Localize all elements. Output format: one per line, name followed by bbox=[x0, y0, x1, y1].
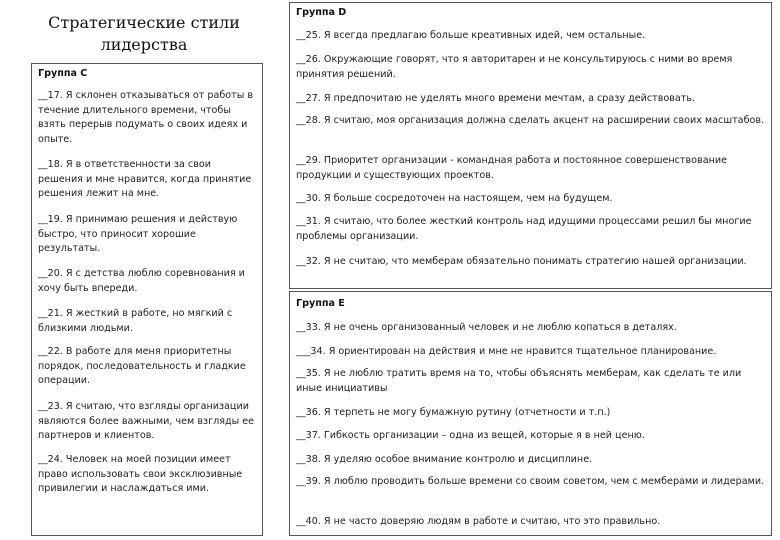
statement-22: __22. В работе для меня приоритетны порядок, последовательность и гладкие операции. bbox=[38, 346, 246, 386]
statement-33: __33. Я не очень организованный человек и не люблю копаться в деталях. bbox=[296, 322, 677, 333]
statement-18: __18. Я в ответственности за свои решения и мне нравится, когда принятие решения лежит на мне. bbox=[38, 159, 252, 199]
statement-17: __17. Я склонен отказываться от работы в течение длительного времени, чтобы взять перерыв подумать о своих идеях и опыте. bbox=[38, 90, 253, 145]
group-d-title: Группа D bbox=[296, 7, 347, 18]
statement-30: __30. Я больше сосредоточен на настоящем, чем на будущем. bbox=[296, 193, 613, 204]
statement-23: __23. Я считаю, что взгляды организации являются более важными, чем взгляды ее партнеров и клиентов. bbox=[38, 401, 255, 441]
page-title: Стратегические стили лидерства bbox=[48, 13, 240, 54]
statement-20: __20. Я с детства люблю соревнования и хочу быть впереди. bbox=[38, 268, 245, 294]
statement-37: __37. Гибкость организации – одна из вещей, которые я в ней ценю. bbox=[296, 430, 645, 441]
group-e-title: Группа E bbox=[296, 298, 345, 309]
statement-26: __26. Окружающие говорят, что я авторитарен и не консультируюсь с ними во время принятия решений. bbox=[296, 54, 733, 80]
statement-29: __29. Приоритет организации - командная работа и постоянное совершенствование продукции и существующих проектов. bbox=[296, 155, 727, 181]
statement-28: __28. Я считаю, моя организация должна сделать акцент на расширении своих масштабов. bbox=[296, 115, 765, 126]
statement-25: __25. Я всегда предлагаю больше креативных идей, чем остальные. bbox=[296, 30, 646, 41]
statement-36: __36. Я терпеть не могу бумажную рутину (отчетности и т.п.) bbox=[296, 407, 611, 418]
statement-19: __19. Я принимаю решения и действую быстро, что приносит хорошие результаты. bbox=[38, 214, 238, 254]
statement-21: __21. Я жесткий в работе, но мягкий с близкими людьми. bbox=[38, 308, 233, 334]
group-e-panel bbox=[289, 291, 772, 536]
group-d-panel bbox=[289, 2, 772, 289]
statement-40: __40. Я не часто доверяю людям в работе и считаю, что это правильно. bbox=[296, 516, 661, 527]
statement-34: ___34. Я ориентирован на действия и мне не нравится тщательное планирование. bbox=[296, 346, 717, 357]
statement-38: __38. Я уделяю особое внимание контролю и дисциплине. bbox=[296, 454, 593, 465]
statement-24: __24. Человек на моей позиции имеет право использовать свои эксклюзивные привилегии и наслаждаться ими. bbox=[38, 454, 243, 494]
group-c-title: Группа C bbox=[38, 68, 88, 79]
group-c-panel bbox=[31, 63, 263, 536]
statement-27: __27. Я предпочитаю не уделять много времени мечтам, а сразу действовать. bbox=[296, 93, 696, 104]
statement-31: __31. Я считаю, что более жесткий контроль над идущими процессами решил бы многие проблемы организации. bbox=[296, 216, 752, 242]
statement-39: __39. Я люблю проводить больше времени со своим советом, чем с мемберами и лидерами. bbox=[296, 476, 765, 487]
statement-35: __35. Я не люблю тратить время на то, чтобы объяснять мемберам, как сделать те или иные инициативы bbox=[296, 368, 742, 394]
statement-32: __32. Я не считаю, что мемберам обязательно понимать стратегию нашей организации. bbox=[296, 256, 747, 267]
